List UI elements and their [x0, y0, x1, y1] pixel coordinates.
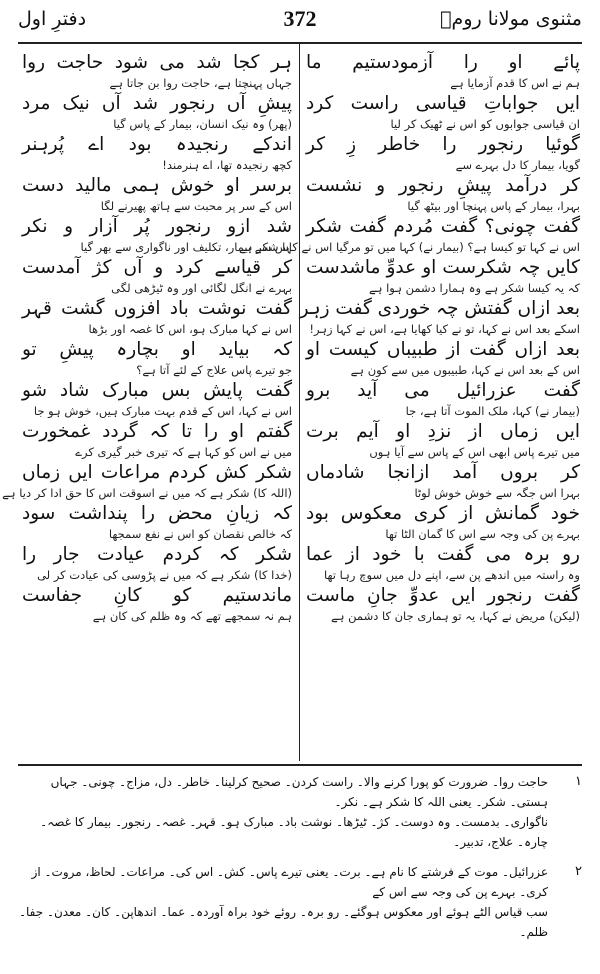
- gloss-line: اس نے کہا، اس کے قدم بہت مبارک ہیں، خوش ہو جا: [33, 404, 292, 418]
- footnote: [18, 902, 582, 942]
- gloss-line: جو تیرے پاس علاج کے لئے آتا ہے؟: [136, 363, 292, 377]
- header-rule: [18, 42, 582, 44]
- verse-line: شکر کش کردم مراعات ایں زماں: [22, 462, 292, 483]
- couplet: [299, 296, 580, 337]
- gloss-line: بہرے نے انگل لگائی اور وہ ٹیڑھی لگی: [111, 281, 292, 295]
- volume-label: دفترِ اول: [18, 8, 87, 30]
- footnote-text: سب قیاس الٹے ہوئے اور معکوس ہوگئے۔ رو برہ۔ روئے خود براہ آوردہ۔ عما۔ اندھاپن۔ کان۔ معدن۔ جفا۔ ظلم۔: [18, 905, 548, 939]
- verse-line: خود گمانش از کری معکوس بود: [306, 503, 580, 524]
- gloss-line: میں نے اس کو کہا ہے کہ تیری خبر گیری کرے: [75, 445, 292, 459]
- gloss-line: ان قیاسی جوابوں کو اس نے ٹھیک کر لیا: [390, 117, 580, 131]
- gloss-line: بہرا اس جگہ سے خوش خوش لوٹا: [414, 486, 580, 500]
- couplet: [306, 419, 580, 460]
- couplet: [306, 50, 580, 91]
- gloss-line: ہم نہ سمجھے تھے کہ وہ ظلم کی کان ہے: [92, 609, 292, 623]
- couplet: [22, 542, 292, 583]
- gloss-line: کہ یہ کیسا شکر ہے وہ ہمارا دشمن ہوا ہے: [368, 281, 580, 295]
- couplet: [22, 214, 292, 255]
- verse-line: کر درآمد پیشِ رنجور و نشست: [306, 175, 580, 196]
- couplet: [22, 501, 292, 542]
- gloss-line: کہ خالص نقصان کو اس نے نفع سمجھا: [108, 527, 292, 541]
- gloss-line: اس کے بعد اس نے کہا، طبیبوں میں سے کون ہے: [350, 363, 580, 377]
- footnote-text: عزرائیل۔ موت کے فرشتے کا نام ہے۔ برت۔ یعنی تیرے پاس۔ کش۔ اس کی۔ مراعات۔ لحاظ، مروت۔ از کری۔ بہرے پن کی وجہ سے اس کے: [31, 865, 548, 899]
- book-title: مثنوی مولانا رومؒ: [440, 8, 582, 30]
- gloss-line: اس نے کہا مبارک ہو، اس کا غصہ اور بڑھا: [88, 322, 292, 336]
- couplet: [2, 460, 292, 501]
- gloss-line: کچھ رنجیدہ تھا، اے ہنرمند!: [162, 158, 292, 172]
- couplet: [306, 542, 580, 583]
- couplet: [22, 337, 292, 378]
- couplet: [306, 255, 580, 296]
- couplet: [22, 296, 292, 337]
- couplet: [22, 378, 292, 419]
- verse-line: بعد ازاں گفت از طبیباں کیست او: [306, 339, 580, 360]
- verse-line: پائے او را آزمودستیم ما: [306, 52, 580, 73]
- verse-line: پیشِ آں رنجور شد آں نیک مرد: [22, 93, 292, 114]
- verse-line: گفت چونی؟ گفت مُردم گفت شکر: [306, 216, 580, 237]
- gloss-line: میں تیرے پاس ابھی اس کے پاس سے آیا ہوں: [369, 445, 580, 459]
- footnote-rule: [18, 764, 582, 766]
- couplet: [306, 173, 580, 214]
- verse-line: ہر کجا شد می شود حاجت روا: [22, 52, 292, 73]
- couplet: [22, 173, 292, 214]
- verse-line: کایں چہ شکرست او عدوِّ ماشدست: [306, 257, 580, 278]
- couplet: [22, 583, 292, 624]
- footnotes: [18, 772, 582, 942]
- gloss-line: جہاں پہنچتا ہے، حاجت روا بن جاتا ہے: [109, 76, 292, 90]
- gloss-line: وہ راستہ میں اندھے پن سے، اپنے دل میں سوچ رہا تھا: [323, 568, 580, 582]
- left-column: [2, 50, 292, 624]
- verse-line: کہ بیاید او بچارہ پیشِ تو: [22, 339, 292, 360]
- footnote: [18, 862, 582, 902]
- gloss-line: اس کے سر پر محبت سے ہاتھ پھیرنے لگا: [100, 199, 292, 213]
- verse-line: شکر کہ کردم عیادت جار را: [22, 544, 292, 565]
- footnote-text: حاجت روا۔ ضرورت کو پورا کرنے والا۔ راست کردن۔ صحیح کرلینا۔ خاطر۔ دل، مزاج۔ چونی۔ جہاں ہستی۔ شکر۔ یعنی اللہ کا شکر ہے۔ نکر۔: [50, 775, 548, 809]
- verse-line: رو برہ می گفت با خود از عما: [306, 544, 580, 565]
- couplet: [306, 501, 580, 542]
- couplet: [22, 50, 292, 91]
- page-header: [18, 6, 582, 40]
- couplet: [306, 583, 580, 624]
- gloss-line: اس نے کہا تو کیسا ہے؟ (بیمار نے) کہا میں تو مرگیا اس نے کہا شکر ہے: [239, 240, 580, 254]
- verse-line: کر قیاسے کرد و آں کژ آمدست: [22, 257, 292, 278]
- couplet: [22, 132, 292, 173]
- couplet: [22, 419, 292, 460]
- couplet: [22, 91, 292, 132]
- couplet: [306, 337, 580, 378]
- gloss-line: (اللہ کا) شکر ہے کہ میں نے اسوقت اس کا حق ادا کر دیا ہے: [2, 486, 292, 500]
- verse-line: برسر او خوش ہمی مالید دست: [22, 175, 292, 196]
- footnote: [18, 812, 582, 852]
- verse-line: شد ازو رنجور پُر آزار و نکر: [22, 216, 292, 237]
- verse-line: بعد ازاں گفتش چہ خوردی گفت زہر: [299, 298, 580, 319]
- verse-line: گفت عزرائیل می آید برو: [306, 380, 580, 401]
- verse-line: ماندستیم کو کانِ جفاست: [22, 585, 292, 606]
- verse-line: گفت پایش بس مبارک شاد شو: [22, 380, 292, 401]
- couplet: [239, 214, 580, 255]
- verse-line: ایں زماں از نزدِ او آیم برت: [306, 421, 580, 442]
- right-column: [239, 50, 580, 624]
- verse-line: ایں جواباتِ قیاسی راست کرد: [306, 93, 580, 114]
- verse-line: گوئیا رنجور را خاطر زِ کر: [306, 134, 580, 155]
- footnote-number: ۲: [575, 864, 582, 879]
- verse-line: گفت نوشت باد افزوں گشت قہر: [22, 298, 292, 319]
- couplet: [306, 132, 580, 173]
- gloss-line: (بیمار نے) کہا، ملک الموت آتا ہے، جا: [405, 404, 580, 418]
- gloss-line: بہرا، بیمار کے پاس پہنچا اور بیٹھ گیا: [407, 199, 580, 213]
- gloss-line: بہرے پن کی وجہ سے اس کا گمان الٹا تھا: [385, 527, 580, 541]
- verse-line: کہ زیانِ محض را پنداشت سود: [22, 503, 292, 524]
- footnote: [18, 772, 582, 812]
- couplet: [306, 460, 580, 501]
- verse-line: گفت رنجور ایں عدوِّ جانِ ماست: [306, 585, 580, 606]
- page-number: 372: [283, 6, 317, 31]
- column-divider: [299, 44, 300, 761]
- gloss-line: اسکے بعد اس نے کہا، تو نے کیا کھایا ہے، اس نے کہا زہر!: [309, 322, 580, 336]
- gloss-line: (لیکن) مریض نے کہا، یہ تو ہماری جان کا دشمن ہے: [331, 609, 580, 623]
- gloss-line: (خدا کا) شکر ہے کہ میں نے پڑوسی کی عیادت کر لی: [37, 568, 292, 582]
- gloss-line: ہم نے اس کا قدم آزمایا ہے: [450, 76, 580, 90]
- gloss-line: (پھر) وہ نیک انسان، بیمار کے پاس گیا: [113, 117, 292, 131]
- gloss-line: گویا، بیمار کا دل بہرے سے: [455, 158, 580, 172]
- couplet: [22, 255, 292, 296]
- verse-line: اندکے رنجیدہ بود اے پُرہنر: [22, 134, 292, 155]
- couplet: [306, 378, 580, 419]
- footnote-number: ۱: [575, 774, 582, 789]
- verse-line: گفتم او را تا کہ گردد غمخورت: [22, 421, 292, 442]
- verse-line: کر بروں آمد ازانجا شادماں: [306, 462, 580, 483]
- footnote-text: ناگواری۔ بدمست۔ وہ دوست۔ کژ۔ ٹیڑھا۔ نوشت باد۔ مبارک ہو۔ قہر۔ غصہ۔ رنجور۔ بیمار کا غصہ۔ چارہ۔ علاج، تدبیر۔: [40, 815, 548, 849]
- gloss-line: اس سے بیمار، تکلیف اور ناگواری سے بھر گیا: [80, 240, 292, 254]
- couplet: [306, 91, 580, 132]
